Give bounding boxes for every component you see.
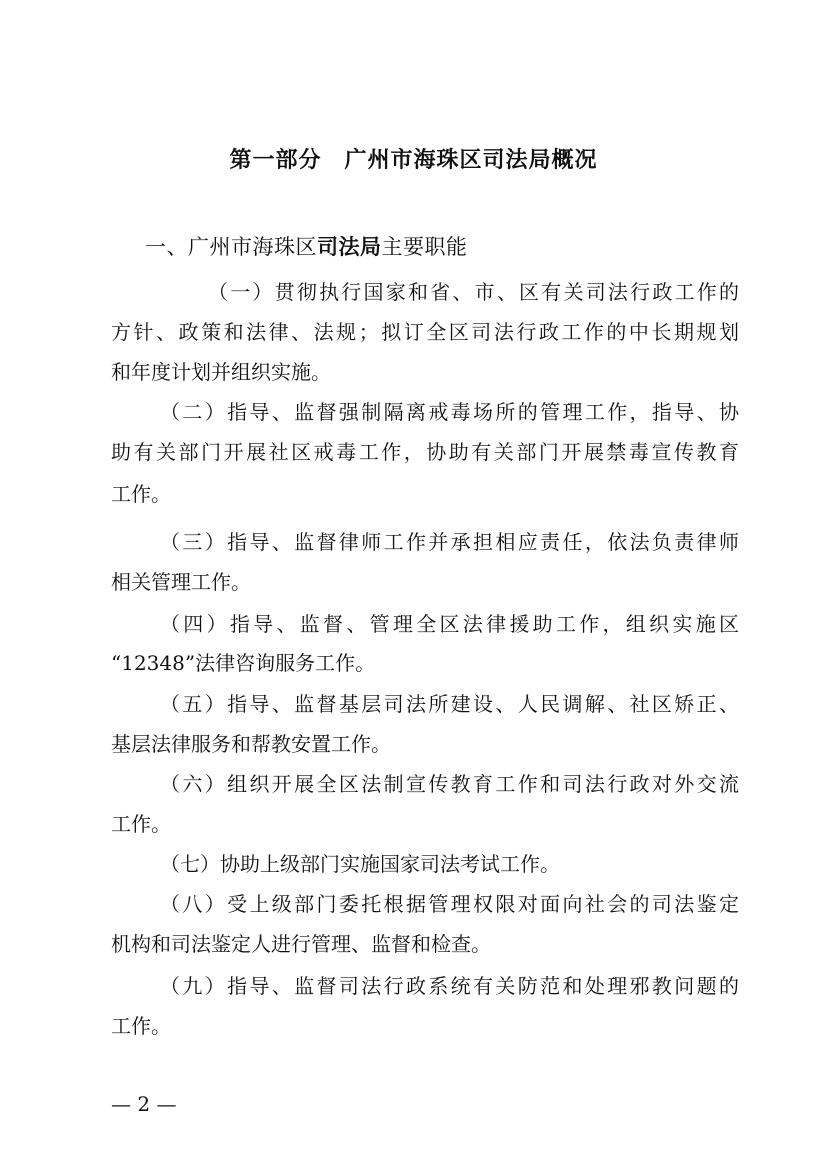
- body-line: 工作。: [111, 812, 171, 836]
- body-line: （九）指导、监督司法行政系统有关防范和处理邪教问题的: [160, 974, 739, 998]
- body-line: 助有关部门开展社区戒毒工作，协助有关部门开展禁毒宣传教育: [111, 440, 739, 464]
- body-line: （三）指导、监督律师工作并承担相应责任，依法负责律师: [160, 530, 739, 554]
- section-heading-suffix: 主要职能: [381, 235, 468, 259]
- body-line: （二）指导、监督强制隔离戒毒场所的管理工作，指导、协: [160, 400, 739, 424]
- body-line: 相关管理工作。: [111, 570, 251, 594]
- body-line: “12348”法律咨询服务工作。: [111, 651, 376, 675]
- body-line: 方针、政策和法律、法规；拟订全区司法行政工作的中长期规划: [111, 320, 739, 344]
- body-line: （七）协助上级部门实施国家司法考试工作。: [160, 852, 560, 876]
- part-title: 第一部分 广州市海珠区司法局概况: [229, 148, 598, 173]
- body-line: （六）组织开展全区法制宣传教育工作和司法行政对外交流: [160, 772, 739, 796]
- body-line: （一）贯彻执行国家和省、市、区有关司法行政工作的: [208, 280, 739, 304]
- section-heading-prefix: 一、广州市海珠区: [145, 235, 317, 259]
- section-heading: [145, 232, 468, 262]
- body-line: 工作。: [111, 482, 171, 506]
- body-line: （四）指导、监督、管理全区法律援助工作，组织实施区: [160, 612, 739, 636]
- body-line: 机构和司法鉴定人进行管理、监督和检查。: [111, 932, 491, 956]
- page-number: — 2 —: [111, 1092, 177, 1116]
- section-heading-emphasis: 司法局: [317, 235, 382, 259]
- body-line: 基层法律服务和帮教安置工作。: [111, 732, 391, 756]
- body-line: 和年度计划并组织实施。: [111, 360, 331, 384]
- body-line: （五）指导、监督基层司法所建设、人民调解、社区矫正、: [160, 692, 739, 716]
- body-line: 工作。: [111, 1014, 171, 1038]
- body-line: （八）受上级部门委托根据管理权限对面向社会的司法鉴定: [160, 892, 739, 916]
